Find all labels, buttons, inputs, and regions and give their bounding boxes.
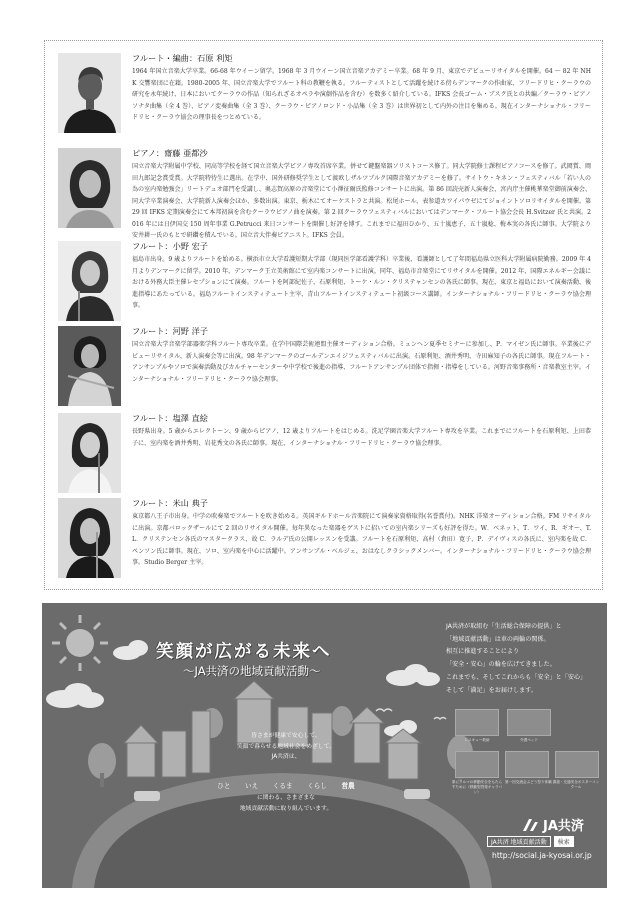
category-farming: 営農 xyxy=(341,781,355,790)
activity-photo xyxy=(505,751,549,778)
portrait-photo xyxy=(58,413,121,493)
photo-caption: 書道・交通安全ポスターコンクール xyxy=(552,780,600,789)
profile-heading: フルート：塩澤 直絵 xyxy=(132,413,208,423)
profile-heading: フルート：小野 宏子 xyxy=(132,241,208,251)
profile-body: 国立音楽大学附属中学校、同高等学校を経て国立音楽大学ピアノ専攻首席卒業。併せて鍵盤楽器ソリストコース修了。同大学院修士課程ピアノコースを修了。武岡賞、岡田九郎記念賞受賞。大学院特待生に選出。在学中、国外研修奨学生として渡欧しザルツブルク国際音楽アカデミーを修了。サイトウ・キネン・フェスティバル「若い人の為の室内楽勉強会」リートデュオ部門を受講し、奥志賀高原の音楽堂にて小澤征爾氏監修コンサートに出演。第 86 回読売新人演奏会、宮内庁主催桃華楽堂御前演奏会、同大学卒業演奏会、大学院新人演奏会ほか、多数出演。東京、栃木にてオーケストラと共演。松尾ホール、表参道カワイパウゼにてジョイントソロリサイタルを開催。第 29 回 IFKS 定期演奏会にて本邦初演を含むクーラウピアノ曲を演奏。第 2 回クーラウフェスティバルにおいてはデンマーク・フルート協会会長 H.Svitzer 氏と共演。2016 年には日伊国交 150 周年事業 G.Petrucci 来日コンサートを開催し好評を博す。これまでに福田ひかり、五十嵐恵子、五十嵐稔、梅本実の各氏に師事。大学院より安井耕一氏のもとで研鑽を積んでいる。国立音大伴奏ピアニスト。IFKS 会員。 xyxy=(132,163,591,239)
profile-heading: フルート：米山 典子 xyxy=(132,498,208,508)
support-categories xyxy=(210,781,362,792)
ja-kyosai-logo xyxy=(522,815,584,834)
search-button[interactable]: 検索 xyxy=(554,836,574,847)
search-prompt xyxy=(487,836,577,847)
message-line: そして「満足」をお届けします。 xyxy=(446,686,537,694)
profile-body: 1964 年国立音楽大学卒業。66-68 年ウイーン留学。1968 年 3 月ウイーン国立音楽アカデミー卒業。68 年 9 月、東京でデビューリサイタルを開催。64 ～ 82 年 NHK 交響楽団に在籍。1980-2005 年、国立音楽大学でフルート科の教鞭を執る。フルーティストとして活躍を続ける傍らデンマークの作曲家、フリードリヒ・クーラウの研究を永年続け、日本においてクーラウの作品（知られざるオペラや演劇作品を含む）を数多く紹介している。IFKS 会長ゴーム・ブスク氏との共編／クーラウ・ピアノソナタ曲集（全 4 巻）、ピアノ変奏曲集（全 3 巻）、クーラウ・ピアノロンド・小品集（全 3 巻）は世界初として内外の注目を集める。現在インターナショナル・フリードリヒ・クーラウ協会の理事長をつとめている。 xyxy=(132,68,591,121)
center-line: 笑顔で暮らせる地域社会をめざして。 xyxy=(236,743,336,750)
photo-caption: 県にクルマの移動安全をもたらすために（移動型啓発キャラバン） xyxy=(451,780,503,794)
activity-photo xyxy=(555,751,599,778)
center-line: JA共済は、 xyxy=(271,754,301,760)
activity-photo xyxy=(455,709,499,736)
category-person: ひと xyxy=(217,781,231,790)
photo-caption: レスキュー救助 xyxy=(464,738,490,742)
profile-body: 東京都八王子市出身。中学の吹奏楽でフルートを吹き始める。英国ギルドホール音楽院にて演奏家資格取得(名誉賞付)。NHK 洋楽オーディション合格。FM リサイタルに出演。京都バロックザールにて 2 回のリサイタル開催。毎年異なった楽器をゲストに招いての室内楽シリーズも好評を得た。W．ベネット、T．ワイ、R．ギオー、T.L．クリステンセン各氏のマスタークラス、故 C．ラルデ氏の公開レッスンを受講。フルートを石原利矩、高村（倉田）寛子、P．デイヴィスの各氏に、室内楽を故 C．ペンソン氏に師事。現在、ソロ、室内楽を中心に活躍中。アンサンブル・ベルジェ、おはなしクラシックメンバー。インターナショナル・フリードリヒ・クーラウ協会理事。Studio Berger 主宰。 xyxy=(132,513,591,566)
category-life: くらし xyxy=(307,781,327,790)
activity-photo xyxy=(455,751,499,778)
photo-caption: 介護ベッド xyxy=(520,738,538,742)
photo-caption: 第一回交流会ぶどう狩り体験 xyxy=(505,780,552,784)
portrait-photo xyxy=(58,148,121,228)
ja-kyosai-banner xyxy=(42,603,607,888)
search-keyword: JA共済 地域貢献活動 xyxy=(487,836,551,847)
message-line: 「安全・安心」の輪を広げてきました。 xyxy=(446,661,556,669)
portrait-photo xyxy=(58,498,121,578)
banner-center-text xyxy=(202,731,370,814)
profile-heading: フルート・編曲：石原 利矩 xyxy=(132,53,233,63)
profiles-frame xyxy=(44,40,603,590)
banner-message xyxy=(446,621,602,697)
banner-subtitle: ～JA共済の地域貢献活動～ xyxy=(183,664,321,678)
activity-photo xyxy=(507,709,551,736)
banner-url[interactable]: http://social.ja-kyosai.or.jp xyxy=(492,851,592,860)
profile-body: 長野県出身。5 歳からエレクトーン、9 歳からピアノ、12 歳よりフルートをはじめる。洗足学園音楽大学フルート専攻を卒業。これまでにフルートを石原利矩、上田恭子に、室内楽を酒井秀明、岩花秀文の各氏に師事。現在、インターナショナル・フリードリヒ・クーラウ協会理事。 xyxy=(132,428,591,447)
profile-heading: ピアノ：齋藤 亜都沙 xyxy=(132,148,208,158)
category-car: くるま xyxy=(272,781,293,790)
message-line: 「地域貢献活動」は車の両輪の関係。 xyxy=(446,635,550,643)
portrait-photo xyxy=(58,241,121,321)
profile-body: 国立音楽大学音楽学部器楽学科フルート専攻卒業。在学中国際芸術連盟主催オーディション合格。ミュンヘン夏季セミナーに参加し、P．マイゼン氏に師事。卒業後にデビューリサイタル、新人演奏会等に出演。98 年デンマークのゴールデンエイジフェスティバルに出演。石原利矩、酒井秀明、寺田麻知子の各氏に師事。現在フルート・アンサンブルやソロで演奏活動及びカルチャーセンターや中学校で後進の指導、フルートアンサンブル団体で指揮・指導をしている。河野音楽事務所・音楽教室主宰。インターナショナル・フリードリヒ・クーラウ協会理事。 xyxy=(132,341,591,383)
center-line: 皆さまが健康で安心して、 xyxy=(251,733,321,739)
banner-title: 笑顔が広がる未来へ xyxy=(156,642,332,662)
profile-heading: フルート：河野 洋子 xyxy=(132,326,208,336)
portrait-photo xyxy=(58,326,121,406)
ja-mark-icon xyxy=(522,818,540,832)
message-line: これまでも、そしてこれからも「安全」と「安心」 xyxy=(446,673,587,681)
center-line: 地域貢献活動に取り組んでいます。 xyxy=(239,805,333,812)
portrait-photo xyxy=(58,53,121,133)
profile-body: 福島市出身。9 歳よりフルートを始める。横浜市立大学看護短期大学部（現同医学部看護学科）卒業後、看護師として了年間福島県立医科大学附属病院勤務。2009 年 4 月よりデンマークに留学。2010 年、デンマーク王立美術館にて室内楽コンサートに出演。同年、福島市音楽堂にてリサイタルを開催。2012 年、国際エネルギー会議における外務大臣主催レセプションにて演奏。フルートを阿部紀佐子、石原利矩、トーケ・ルン・クリステャンセンの各氏に師事。現在、東京と福島において演奏活動、後進指導にあたっている。福島フルートインスティテュート主宰、青山フルートインスティテュート初級コース講師。インターナショナル・フリードリヒ・クーラウ協会理事。 xyxy=(132,256,591,309)
category-home: いえ xyxy=(245,781,259,790)
logo-text: JA共済 xyxy=(543,819,584,834)
center-line: に関わる、さまざまな xyxy=(257,795,315,801)
message-line: 相互に推進することにより xyxy=(446,648,520,656)
message-line: JA共済が取組む「生活総合保障の提供」と xyxy=(446,623,562,630)
